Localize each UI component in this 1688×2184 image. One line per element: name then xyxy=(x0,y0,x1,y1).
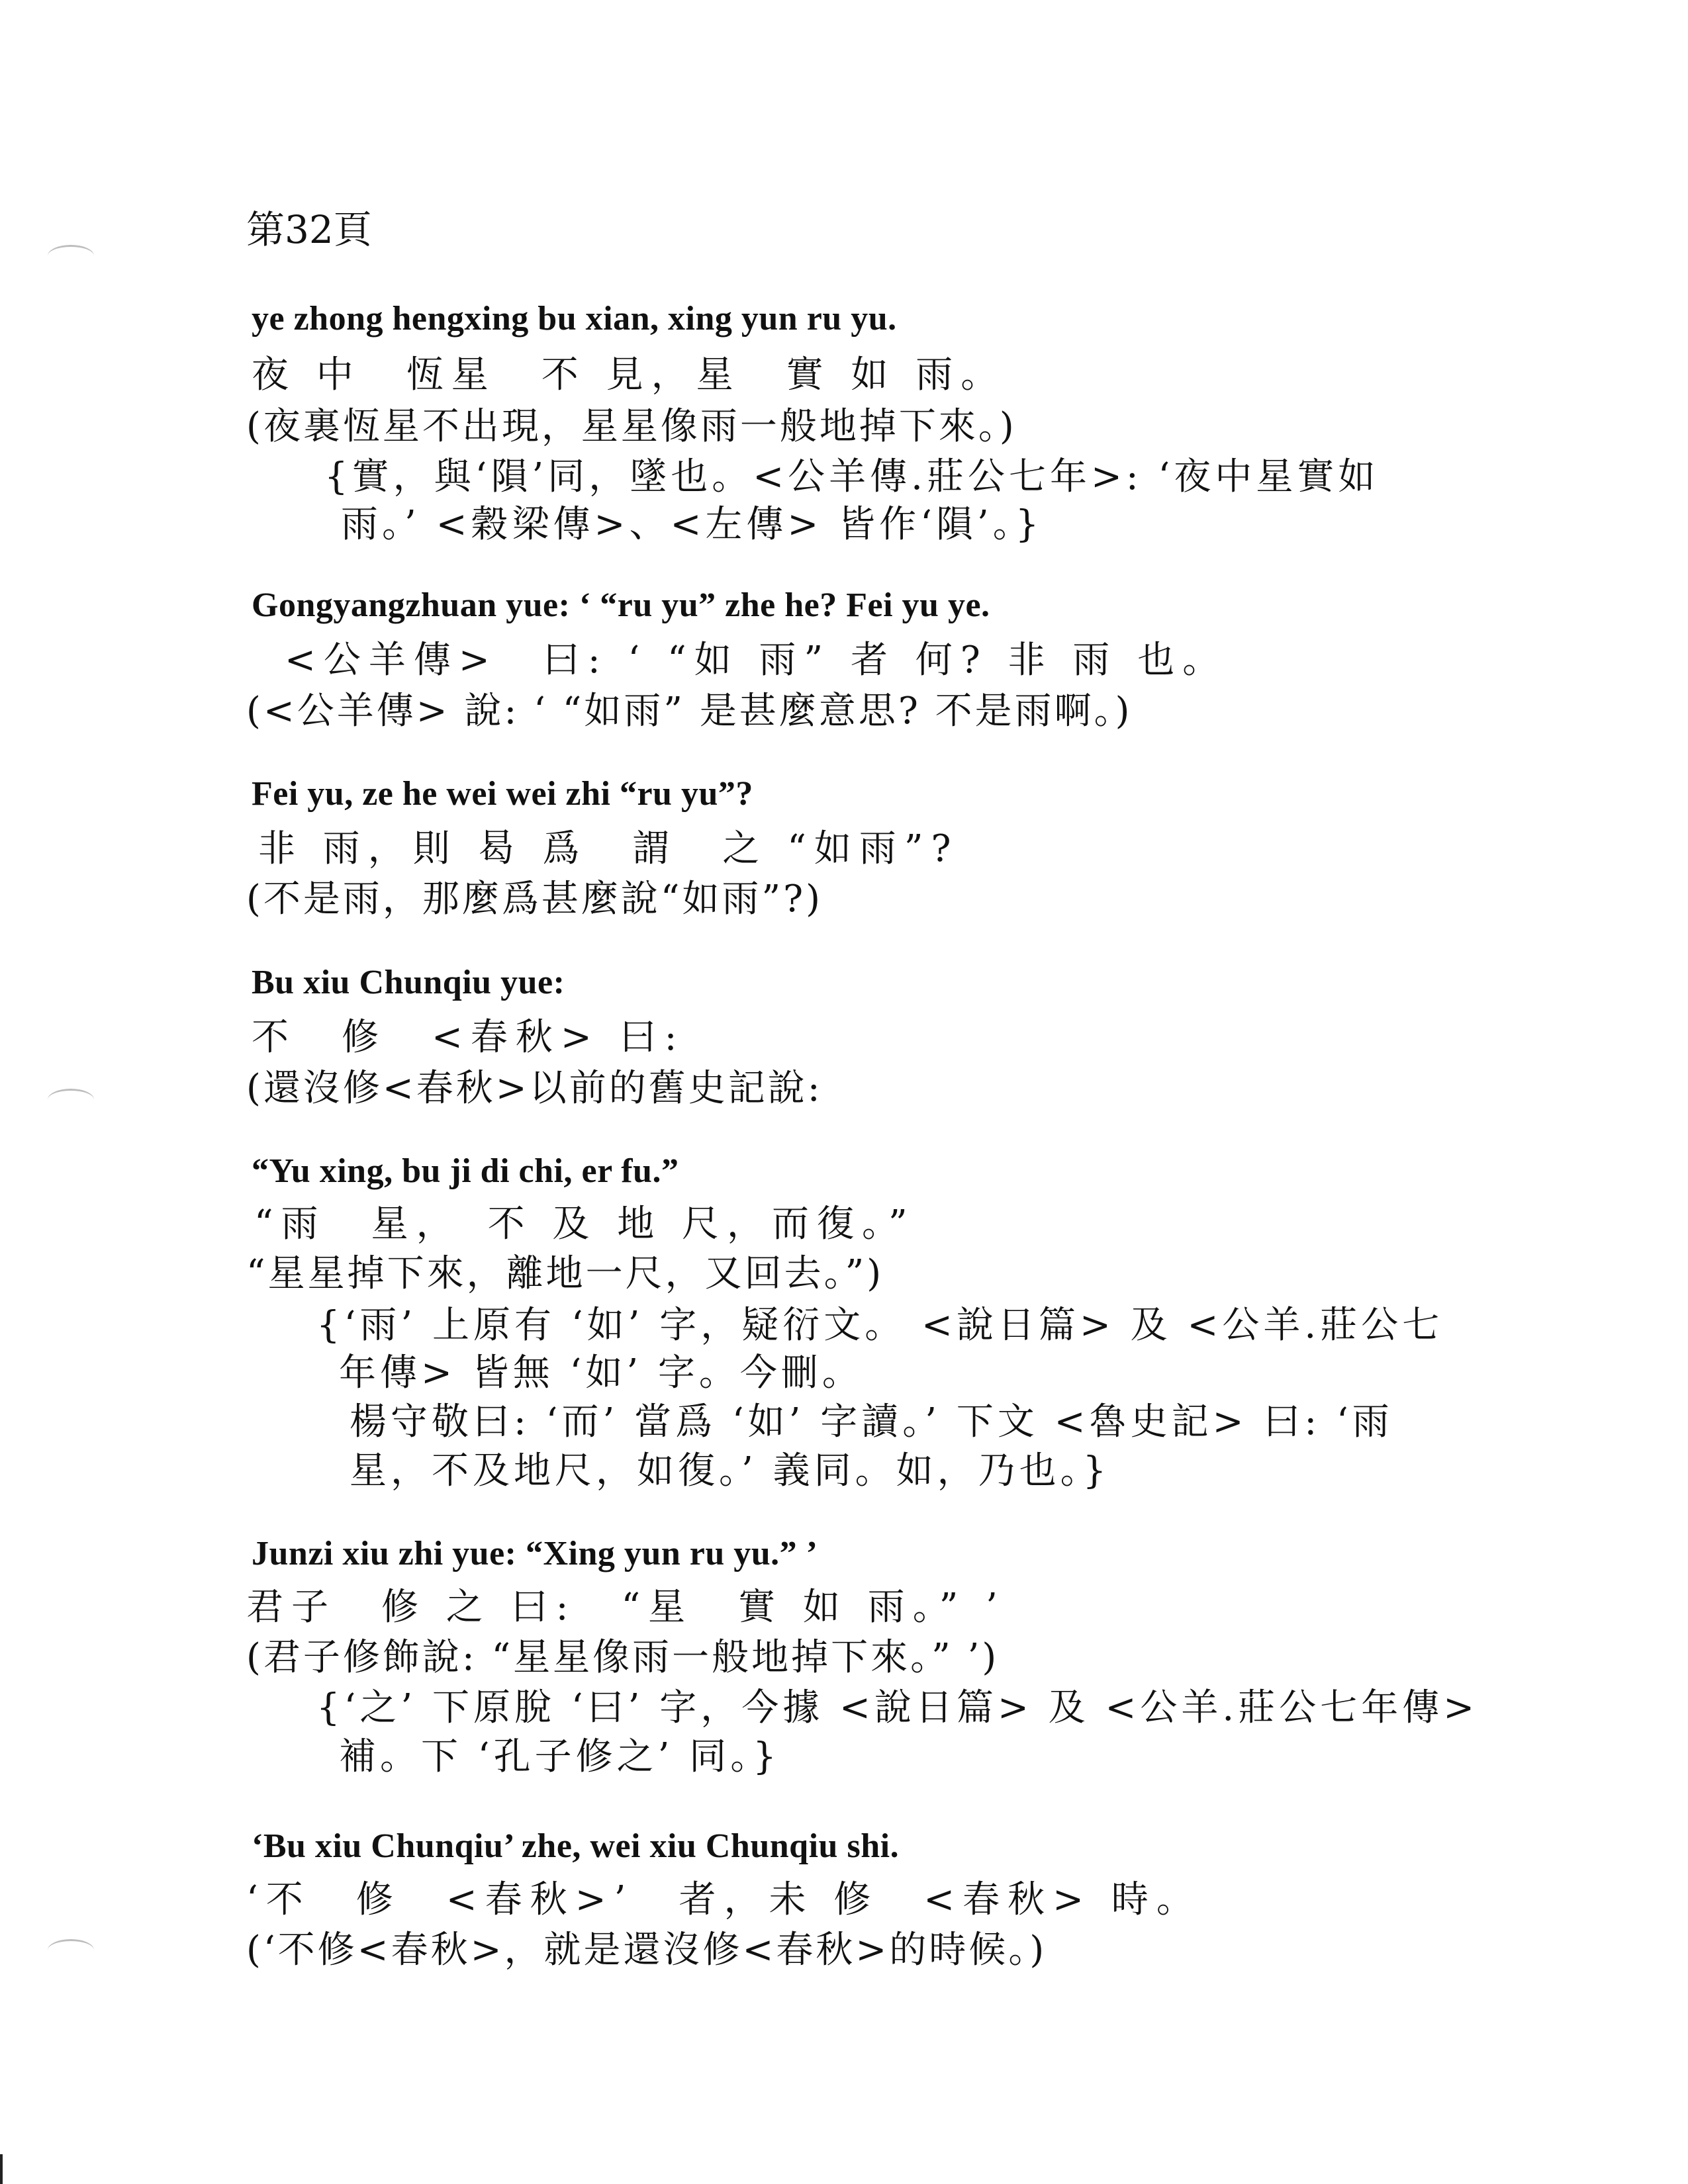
pinyin-line: ‘Bu xiu Chunqiu’ zhe, wei xiu Chunqiu shi. xyxy=(252,1827,900,1865)
note-line: 年傳> 皆無 ‘如’ 字。今刪。 xyxy=(339,1351,863,1394)
punch-hole-mark xyxy=(48,245,94,267)
note-line: {‘之’ 下原脫 ‘曰’ 字，今據 <說日篇> 及 <公羊.莊公七年傳> xyxy=(316,1686,1479,1729)
translation-line: (不是雨，那麼爲甚麼說“如雨”?) xyxy=(246,878,823,921)
translation-line: “星星掉下來，離地一尺，又回去。”) xyxy=(246,1252,884,1295)
chinese-line: 不 修 <春秋> 曰: xyxy=(252,1016,685,1059)
note-line: {實，與‘隕’同，墜也。<公羊傳.莊公七年>: ‘夜中星實如 xyxy=(324,455,1380,498)
translation-line: (夜裏恆星不出現，星星像雨一般地掉下來。) xyxy=(246,405,1017,448)
punch-hole-mark xyxy=(48,1939,94,1961)
translation-line: (<公羊傳> 說: ‘ “如雨” 是甚麼意思? 不是雨啊。) xyxy=(246,690,1133,733)
note-line: {‘雨’ 上原有 ‘如’ 字，疑衍文。 <說日篇> 及 <公羊.莊公七 xyxy=(316,1304,1444,1347)
chinese-line: ‘不 修 <春秋>’ 者，未 修 <春秋> 時。 xyxy=(246,1878,1201,1921)
chinese-line: <公羊傳> 曰: ‘ “如 雨” 者 何? 非 雨 也。 xyxy=(285,639,1228,682)
translation-line: (‘不修<春秋>，就是還沒修<春秋>的時候。) xyxy=(246,1929,1047,1972)
scan-edge-mark xyxy=(0,2154,3,2184)
translation-line: (君子修飾說: “星星像雨一般地掉下來。” ’) xyxy=(246,1636,1000,1679)
pinyin-line: ye zhong hengxing bu xian, xing yun ru yu. xyxy=(252,300,897,338)
translation-line: (還沒修<春秋>以前的舊史記說: xyxy=(246,1067,823,1110)
note-line: 雨。’ <穀梁傳>、<左傳> 皆作‘隕’。} xyxy=(341,503,1043,546)
note-line: 補。下 ‘孔子修之’ 同。} xyxy=(339,1735,780,1778)
chinese-line: 君子 修 之 曰: “星 實 如 雨。” ’ xyxy=(246,1586,1006,1629)
chinese-line: 夜 中 恆星 不 見，星 實 如 雨。 xyxy=(252,353,1006,396)
pinyin-line: Gongyangzhuan yue: ‘ “ru yu” zhe he? Fei yu ye. xyxy=(252,586,990,624)
chinese-line: 非 雨，則 曷 爲 謂 之 “如雨”? xyxy=(258,827,959,870)
chinese-line: “雨 星， 不 及 地 尺，而復。” xyxy=(254,1203,915,1246)
pinyin-line: Fei yu, ze he wei wei zhi “ru yu”? xyxy=(252,775,753,813)
note-line: 楊守敬曰: ‘而’ 當爲 ‘如’ 字讀。’ 下文 <魯史記> 曰: ‘雨 xyxy=(350,1400,1393,1443)
pinyin-line: Bu xiu Chunqiu yue: xyxy=(252,964,565,1001)
page-header: 第32頁 xyxy=(246,207,372,252)
punch-hole-mark xyxy=(48,1089,94,1111)
pinyin-line: “Yu xing, bu ji di chi, er fu.” xyxy=(252,1152,679,1190)
note-line: 星，不及地尺，如復。’ 義同。如，乃也。} xyxy=(350,1449,1111,1492)
pinyin-line: Junzi xiu zhi yue: “Xing yun ru yu.” ’ xyxy=(252,1535,818,1572)
